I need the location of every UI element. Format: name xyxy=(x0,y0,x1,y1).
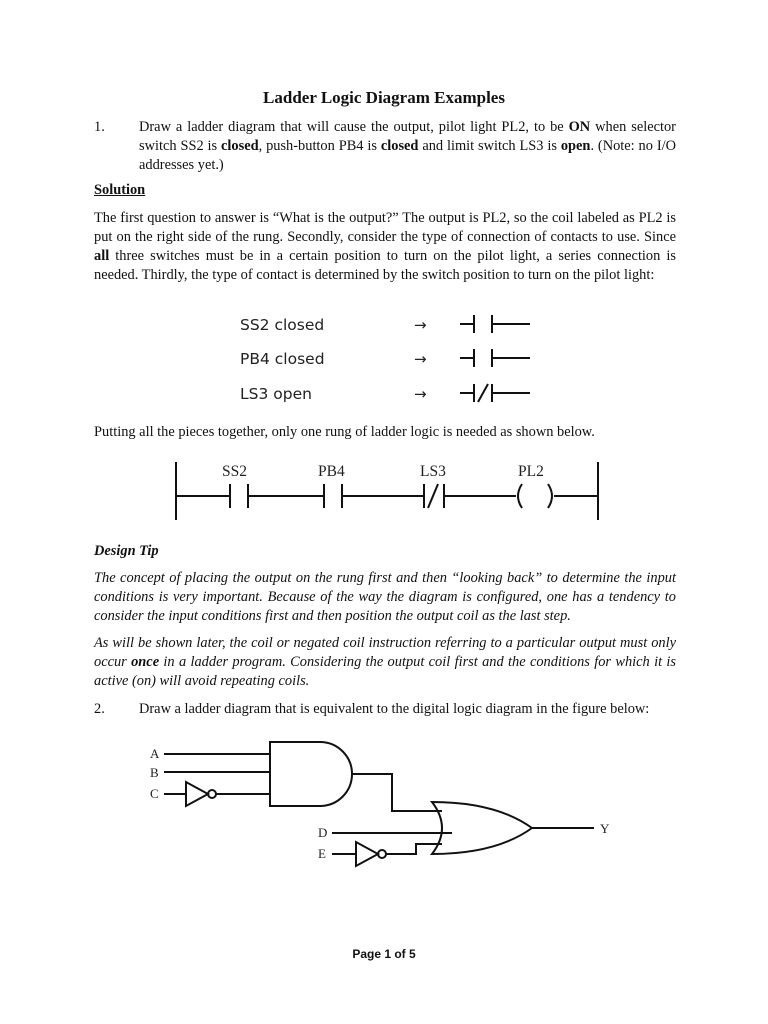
pl2-coil-icon xyxy=(518,484,552,508)
ladder-label-ss2: SS2 xyxy=(222,463,247,480)
item-number: 1. xyxy=(94,119,105,135)
normally-open-contact-icon xyxy=(460,315,530,333)
contact-row-pb4 xyxy=(240,349,530,368)
ladder-rung-diagram xyxy=(170,458,606,526)
arrow-icon: → xyxy=(414,350,427,368)
rung-intro-text: Putting all the pieces together, only one rung of ladder logic is needed as shown below. xyxy=(94,424,595,440)
contact-label: PB4 closed xyxy=(240,350,325,368)
page-number: Page 1 of 5 xyxy=(352,947,416,961)
arrow-icon: → xyxy=(414,385,427,403)
coil-note-paragraph: As will be shown later, the coil or negated coil instruction referring to a particular output must only occur once in a ladder program. Considering the output coil first and the conditions for which it is active (on) will avoid repeating coils. xyxy=(94,635,676,689)
output-label-y: Y xyxy=(600,821,610,836)
contact-label: SS2 closed xyxy=(240,316,325,334)
solution-paragraph: The first question to answer is “What is the output?” The output is PL2, so the coil labeled as PL2 is put on the right side of the rung. Secondly, consider the type of connection of contacts to use. Since all three switches must be in a certain position to turn on the pilot light, a series connection is needed. Thirdly, the type of contact is determined by the switch position to turn on the pilot light: xyxy=(94,210,676,283)
ls3-contact-icon xyxy=(424,484,444,508)
arrow-icon: → xyxy=(414,316,427,334)
item-number: 2. xyxy=(94,701,105,717)
contact-row-ls3 xyxy=(240,384,530,403)
normally-closed-contact-icon xyxy=(460,384,530,402)
contact-label: LS3 open xyxy=(240,385,312,403)
example-1 xyxy=(94,118,676,175)
design-tip-heading: Design Tip xyxy=(94,543,159,559)
or-gate-icon xyxy=(432,802,532,854)
contact-types-figure xyxy=(236,312,546,408)
input-label-b: B xyxy=(150,765,159,780)
logic-gate-diagram xyxy=(140,736,640,886)
item-2-text: Draw a ladder diagram that is equivalent to the digital logic diagram in the figure below: xyxy=(139,701,650,717)
ladder-label-ls3: LS3 xyxy=(420,463,446,480)
page-title: Ladder Logic Diagram Examples xyxy=(263,88,505,107)
normally-open-contact-icon xyxy=(460,349,530,367)
input-label-e: E xyxy=(318,846,326,861)
example-2 xyxy=(94,700,676,719)
and-gate-icon xyxy=(270,742,352,806)
input-label-d: D xyxy=(318,825,328,840)
design-tip-paragraph: The concept of placing the output on the rung first and then “looking back” to determine the input conditions is very important. Because of the way the diagram is configured, one has a tendency to consider the input conditions first and then position the output coil as the last step. xyxy=(94,570,676,624)
ladder-label-pb4: PB4 xyxy=(318,463,345,480)
input-label-c: C xyxy=(150,786,159,801)
contact-row-ss2 xyxy=(240,315,530,334)
solution-heading: Solution xyxy=(94,182,146,198)
not-gate-c-icon xyxy=(186,782,216,806)
input-label-a: A xyxy=(150,746,160,761)
item-1-text: Draw a ladder diagram that will cause the output, pilot light PL2, to be ON when selector switch SS2 is closed, push-button PB4 is closed and limit switch LS3 is open. (Note: no I/O addresses yet.) xyxy=(139,119,677,173)
pb4-contact-icon xyxy=(324,484,342,508)
not-gate-e-icon xyxy=(356,842,386,866)
ss2-contact-icon xyxy=(230,484,248,508)
ladder-label-pl2: PL2 xyxy=(518,463,544,480)
